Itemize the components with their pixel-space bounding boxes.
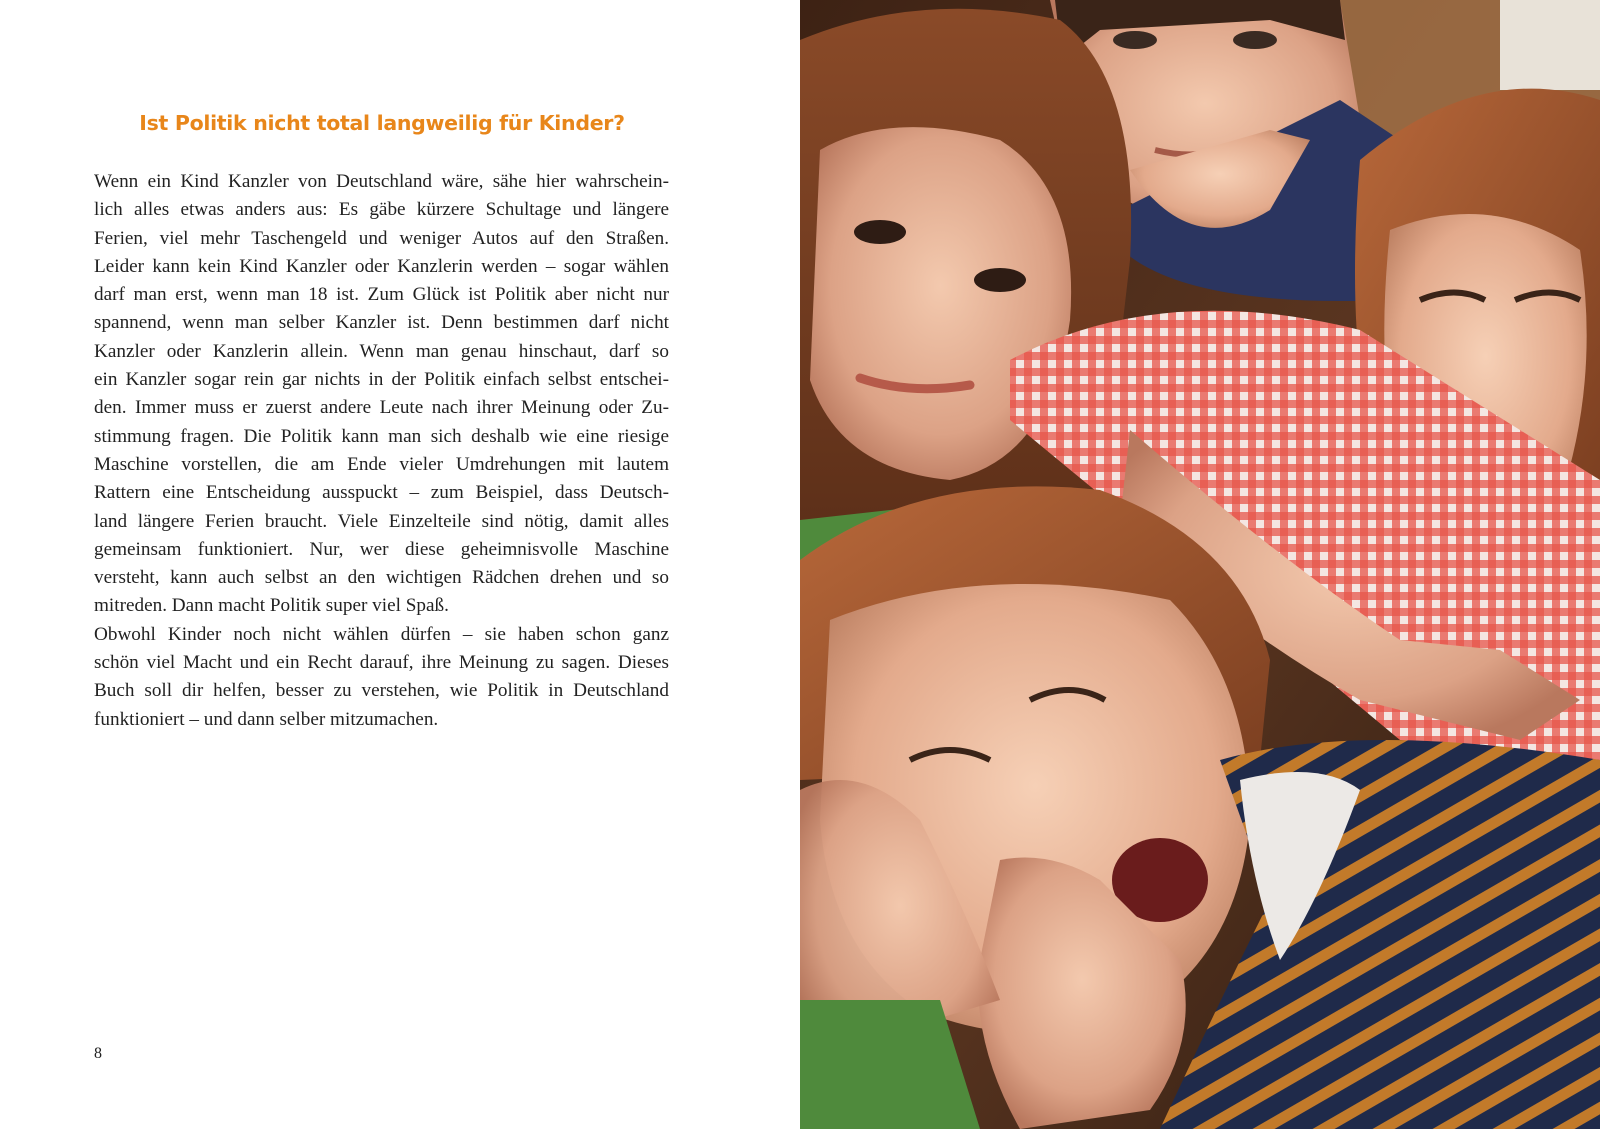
text-line: Ferien, viel mehr Taschengeld und weniger Autos auf den Straßen. <box>94 227 669 249</box>
text-line: funktioniert – und dann selber mitzumachen. <box>94 708 439 730</box>
text-line: Leider kann kein Kind Kanzler oder Kanzlerin werden – sogar wählen <box>94 255 669 277</box>
text-line: Maschine vorstellen, die am Ende vieler Umdrehungen mit lautem <box>94 453 669 475</box>
right-page-photo <box>800 0 1600 1129</box>
text-line: Obwohl Kinder noch nicht wählen dürfen – sie haben schon ganz <box>94 623 669 645</box>
body-text <box>94 168 669 734</box>
text-line: land längere Ferien braucht. Viele Einzelteile sind nötig, damit alles <box>94 510 669 532</box>
text-line: versteht, kann auch selbst an den wichtigen Rädchen drehen und so <box>94 567 669 589</box>
text-line: lich alles etwas anders aus: Es gäbe kürzere Schultage und längere <box>94 199 669 221</box>
text-line: ein Kanzler sogar rein gar nichts in der Politik einfach selbst entschei- <box>94 369 669 391</box>
page-heading: Ist Politik nicht total langweilig für Kinder? <box>139 111 625 135</box>
text-line: darf man erst, wenn man 18 ist. Zum Glück ist Politik aber nicht nur <box>94 284 669 306</box>
text-line: stimmung fragen. Die Politik kann man sich deshalb wie eine riesige <box>94 425 669 447</box>
text-line: schön viel Macht und ein Recht darauf, ihre Meinung zu sagen. Dieses <box>94 652 669 674</box>
text-line: den. Immer muss er zuerst andere Leute nach ihrer Meinung oder Zu- <box>94 397 669 419</box>
text-line: Wenn ein Kind Kanzler von Deutschland wäre, sähe hier wahrschein- <box>94 171 669 192</box>
text-line: mitreden. Dann macht Politik super viel Spaß. <box>94 595 449 617</box>
page-number: 8 <box>94 1045 102 1062</box>
text-line: Buch soll dir helfen, besser zu verstehen, wie Politik in Deutschland <box>94 680 669 702</box>
text-line: spannend, wenn man selber Kanzler ist. Denn bestimmen darf nicht <box>94 312 669 334</box>
text-line: Rattern eine Entscheidung ausspuckt – zum Beispiel, dass Deutsch- <box>94 482 669 504</box>
children-photo <box>800 0 1600 1129</box>
text-line: Kanzler oder Kanzlerin allein. Wenn man genau hinschaut, darf so <box>94 340 669 362</box>
text-line: gemeinsam funktioniert. Nur, wer diese geheimnisvolle Maschine <box>94 538 669 560</box>
